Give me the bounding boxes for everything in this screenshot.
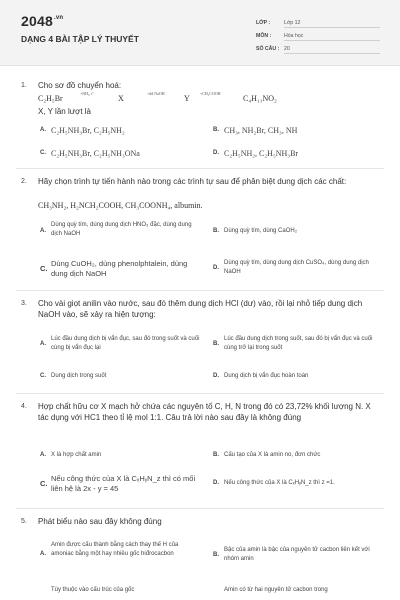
scheme-compound: X: [118, 94, 124, 103]
question-text: Cho vài giọt anilin vào nước, sau đó thêm dung dịch HCl (dư) vào, rồi lại nhỏ tiếp dung dịch NaOH vào, sẽ xảy ra hiện tượng:: [38, 299, 363, 319]
meta-subject-value: Hóa học: [284, 33, 380, 41]
option-text: Lúc đầu dung dịch trong suốt, sau đó bị vẩn đục và cuối cùng trở lại trong suốt: [224, 336, 373, 351]
divider: [16, 168, 384, 169]
question-number: 1.: [21, 82, 27, 89]
question-text: Hãy chọn trình tự tiến hành nào trong các trình tự sau để phân biệt dung dịch các chất:: [38, 177, 347, 186]
document-header: [0, 0, 400, 66]
meta-class-value: Lớp 12: [284, 20, 380, 28]
option-letter: B.: [213, 552, 219, 558]
option-text: Dung dịch trong suốt: [51, 373, 107, 379]
option-text: Amin có từ hai nguyên tử cacbon trong: [224, 587, 328, 593]
meta-class-key: LỚP :: [256, 20, 271, 26]
meta-class: [256, 20, 386, 28]
logo-text: 2048: [21, 13, 53, 29]
question-number: 5.: [21, 518, 27, 525]
option-text: Lúc đầu dung dịch bị vẩn đục, sau đó trong suốt và cuối cùng bị vẩn đục lại: [51, 336, 200, 351]
divider: [16, 290, 384, 291]
option-letter: D.: [213, 265, 219, 271]
option-letter: A.: [40, 341, 46, 347]
scheme-compound: Y: [184, 94, 190, 103]
scheme-compound: C₄H₁₁NO₂: [243, 94, 277, 103]
option-text: Dùng quỳ tím, dùng dung dịch CuSO₄, dùng dung dịch NaOH: [224, 260, 369, 275]
reagent-label: +dd NaOH: [147, 91, 165, 96]
option-text: Bậc của amin là bậc của nguyên tử cacbon liên kết với nhóm amin: [224, 547, 370, 562]
option-text: Dung dịch bị vẩn đục hoàn toàn: [224, 373, 309, 379]
question-formula: CH₃NH₂, H₂NCH₂COOH, CH₃COONH₄, albumin.: [38, 201, 203, 210]
meta-count: [256, 46, 386, 54]
option-letter: C.: [40, 479, 48, 488]
option-letter: B.: [213, 127, 219, 133]
option-letter: D.: [213, 150, 219, 156]
reagent-label: +NH₃, tº: [80, 91, 94, 96]
divider: [16, 508, 384, 509]
option-letter: C.: [40, 373, 46, 379]
question-number: 3.: [21, 300, 27, 307]
option-text: C₂H₅NH₂, C₂H₅NH₃Br: [224, 149, 299, 158]
option-letter: B.: [213, 341, 219, 347]
option-letter: C.: [40, 264, 48, 273]
document-title: DẠNG 4 BÀI TẬP LÝ THUYẾT: [21, 34, 139, 44]
question-text: Cho sơ đồ chuyển hoá:: [38, 81, 122, 90]
option-letter: D.: [213, 373, 219, 379]
meta-subject-key: MÔN :: [256, 33, 272, 39]
option-letter: A.: [40, 551, 46, 557]
option-text: C₂H₅NH₃Br, C₂H₅NH₃ONa: [51, 149, 140, 158]
option-text: Tùy thuộc vào cấu trúc của gốc: [51, 587, 135, 593]
option-letter: A.: [40, 452, 46, 458]
option-letter: D.: [213, 480, 219, 486]
reagent-label: +CH₃COOH: [200, 91, 221, 96]
option-letter: B.: [213, 452, 219, 458]
question-text: Hợp chất hữu cơ X mạch hở chứa các nguyên tố C, H, N trong đó có 23,72% khối lượng N. X tác dụng với HC1 theo tỉ lệ mol 1:1. Câu trả lời nào sau đây là không đúng: [38, 402, 371, 422]
option-letter: B.: [213, 228, 219, 234]
option-text: Dùng quỳ tím, dùng dung dịch HNO₃ đặc, dùng dung dịch NaOH: [51, 222, 192, 237]
option-text: Dùng CuOH₂, dùng phenolphtalein, dùng dung dịch NaOH: [51, 259, 188, 278]
scheme-compound: C₂H₅Br: [38, 94, 63, 103]
meta-count-value: 20: [284, 46, 380, 54]
logo-suffix: .vn: [53, 15, 64, 21]
option-text: Nếu công thức của X là CₓHᵧN_z thì z =1.: [224, 480, 335, 486]
option-letter: C.: [40, 150, 46, 156]
option-text: Nếu công thức của X là CₓHᵧN_z thì có mối liên hệ là 2x - y = 45: [51, 474, 196, 493]
meta-count-key: SỐ CÂU :: [256, 46, 280, 52]
option-text: Amin được cấu thành bằng cách thay thế H của amoniac bằng một hay nhiều gốc hiđrocacbon: [51, 542, 179, 557]
option-text: C₂H₅NH₃Br, C₂H₅NH₂: [51, 126, 125, 135]
option-text: Cấu tạo của X là amin no, đơn chức: [224, 452, 321, 458]
site-logo[interactable]: [21, 13, 63, 29]
option-letter: A.: [40, 228, 46, 234]
option-text: Dùng quỳ tím, dùng CaOH₂: [224, 228, 298, 234]
option-text: CH₃, NH₂Br, CH₃, NH: [224, 126, 298, 135]
meta-subject: [256, 33, 386, 41]
divider: [16, 393, 384, 394]
question-text: Phát biểu nào sau đây không đúng: [38, 517, 162, 526]
question-number: 4.: [21, 403, 27, 410]
option-letter: A.: [40, 127, 46, 133]
option-text: X là hợp chất amin: [51, 452, 102, 458]
question-text-2: X, Y lần lượt là: [38, 107, 91, 116]
question-number: 2.: [21, 178, 27, 185]
